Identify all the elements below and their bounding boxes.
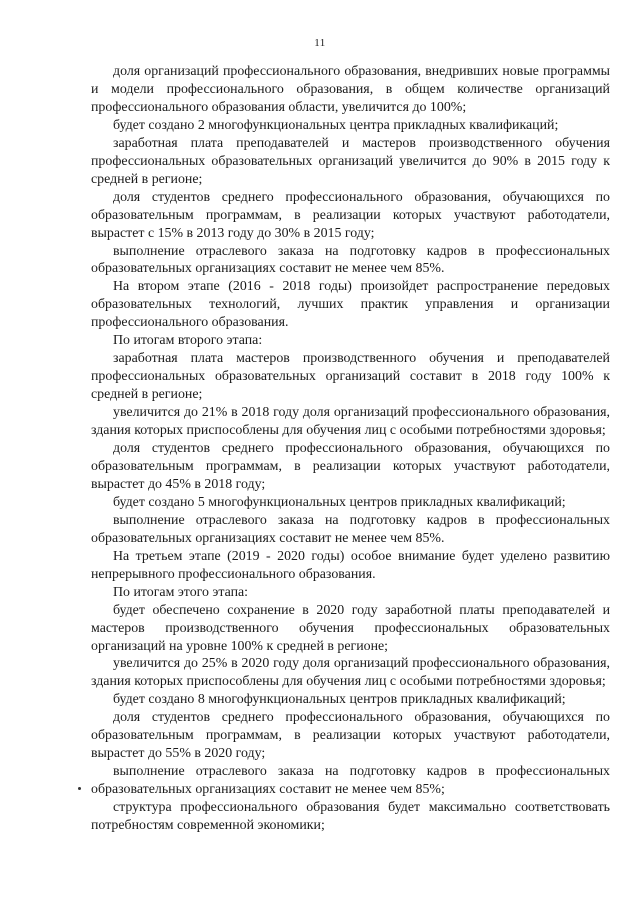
paragraph: доля студентов среднего профессионального образования, обучающихся по образовательным программам, в реализации которых участвуют работодатели, вырастет до 55% в 2020 году; (91, 710, 610, 762)
paragraph: На втором этапе (2016 - 2018 годы) произойдет распространение передовых образовательных технологий, лучших практик управления и организации профессионального образования. (91, 279, 610, 331)
paragraph: По итогам этого этапа: (113, 584, 249, 600)
paragraph: выполнение отраслевого заказа на подготовку кадров в профессиональных образовательных организациях составит не менее чем 85%. (91, 243, 610, 277)
paragraph: увеличится до 21% в 2018 году доля организаций профессионального образования, здания которых приспособлены для обучения лиц с особыми потребностями здоровья; (91, 405, 610, 439)
paragraph: будет создано 8 многофункциональных центров прикладных квалификаций; (113, 692, 566, 708)
paragraph: будет обеспечено сохранение в 2020 году заработной платы преподавателей и мастеров производственного обучения профессиональных образовательных организаций на уровне 100% к средней в регионе; (91, 602, 610, 654)
paragraph: По итогам второго этапа: (113, 333, 263, 349)
paragraph: увеличится до 25% в 2020 году доля организаций профессионального образования, здания которых приспособлены для обучения лиц с особыми потребностями здоровья; (91, 656, 610, 690)
body-text (91, 63, 610, 835)
paragraph: На третьем этапе (2019 - 2020 годы) особое внимание будет уделено развитию непрерывного профессионального образования. (91, 548, 610, 582)
paragraph: будет создано 5 многофункциональных центров прикладных квалификаций; (113, 494, 566, 510)
page-number: 11 (314, 37, 326, 49)
paragraph: доля студентов среднего профессионального образования, обучающихся по образовательным программам, в реализации которых участвуют работодатели, вырастет до 45% в 2018 году; (91, 441, 610, 492)
scan-speck (78, 787, 81, 790)
paragraph: заработная плата преподавателей и мастеров производственного обучения профессиональных образовательных организаций увеличится до 90% в 2015 году к средней в регионе; (91, 135, 610, 187)
paragraph: доля студентов среднего профессионального образования, обучающихся по образовательным программам, в реализации которых участвуют работодатели, вырастет с 15% в 2013 году до 30% в 2015 году; (91, 189, 610, 241)
paragraph: заработная плата мастеров производственного обучения и преподавателей профессиональных образовательных организаций составит в 2018 году 100% к средней в регионе; (91, 351, 610, 403)
paragraph: структура профессионального образования будет максимально соответствовать потребностям современной экономики; (91, 800, 610, 834)
paragraph: доля организаций профессионального образования, внедривших новые программы и модели профессионального образования, в общем количестве организаций профессионального образования области, увеличится до 100%; (91, 64, 610, 115)
paragraph: выполнение отраслевого заказа на подготовку кадров в профессиональных образовательных организациях составит не менее чем 85%; (91, 764, 610, 798)
paragraph: выполнение отраслевого заказа на подготовку кадров в профессиональных образовательных организациях составит не менее чем 85%. (91, 512, 610, 546)
paragraph: будет создано 2 многофункциональных центра прикладных квалификаций; (113, 117, 559, 133)
